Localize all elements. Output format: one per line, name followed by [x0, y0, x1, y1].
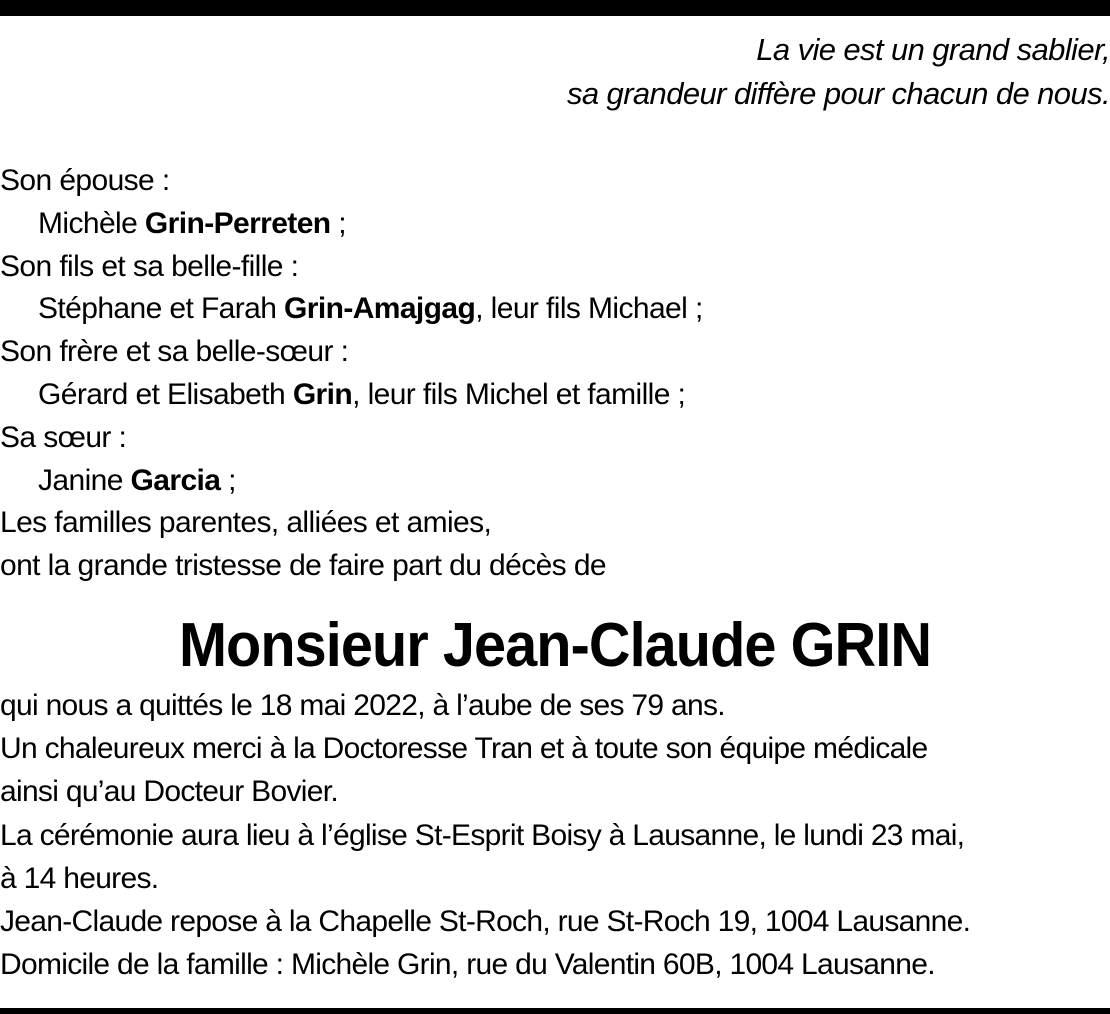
families-line: Les familles parentes, alliées et amies, — [0, 506, 492, 540]
spouse-label: Son épouse : — [0, 164, 170, 197]
sister-entry — [0, 460, 1110, 503]
sister-first: Janine — [38, 463, 131, 497]
epigraph-quote — [0, 28, 1110, 116]
sister-end: ; — [220, 463, 236, 497]
details-line: à 14 heures. — [0, 861, 159, 895]
spouse-entry — [0, 203, 1110, 246]
brother-end: , leur fils Michel et famille ; — [352, 377, 686, 411]
son-entry — [0, 288, 1110, 331]
details-line: Domicile de la famille : Michèle Grin, rue du Valentin 60B, 1004 Lausanne. — [0, 948, 935, 982]
bottom-rule — [0, 1008, 1110, 1014]
son-last: Grin-Amajgag — [284, 292, 476, 326]
son-label: Son fils et sa belle-fille : — [0, 249, 299, 283]
spouse-last: Grin-Perreten — [144, 206, 331, 240]
brother-entry — [0, 374, 1110, 417]
quote-line: La vie est un grand sablier, — [756, 32, 1110, 67]
brother-label: Son frère et sa belle-sœur : — [0, 335, 349, 369]
spouse-first: Michèle — [38, 206, 145, 240]
announce-line: ont la grande tristesse de faire part du décès de — [0, 549, 606, 583]
son-end: , leur fils Michael ; — [475, 292, 703, 326]
details-block — [0, 684, 1110, 986]
sister-label: Sa sœur : — [0, 420, 127, 454]
son-first: Stéphane et Farah — [38, 292, 285, 326]
brother-last: Grin — [292, 377, 353, 411]
family-list — [0, 160, 1110, 588]
details-line: La cérémonie aura lieu à l’église St-Esprit Boisy à Lausanne, le lundi 23 mai, — [0, 818, 965, 852]
deceased-name: Monsieur Jean-Claude GRIN — [178, 611, 932, 680]
details-line: Un chaleureux merci à la Doctoresse Tran et à toute son équipe médicale — [0, 732, 928, 766]
brother-first: Gérard et Elisabeth — [38, 377, 293, 411]
details-line: Jean-Claude repose à la Chapelle St-Roch, rue St-Roch 19, 1004 Lausanne. — [0, 905, 971, 939]
top-rule — [0, 0, 1110, 16]
quote-line: sa grandeur diffère pour chacun de nous. — [567, 76, 1110, 111]
details-line: ainsi qu’au Docteur Bovier. — [0, 775, 338, 809]
spouse-end: ; — [330, 206, 346, 240]
details-line: qui nous a quittés le 18 mai 2022, à l’aube de ses 79 ans. — [0, 689, 725, 722]
sister-last: Garcia — [130, 463, 221, 497]
